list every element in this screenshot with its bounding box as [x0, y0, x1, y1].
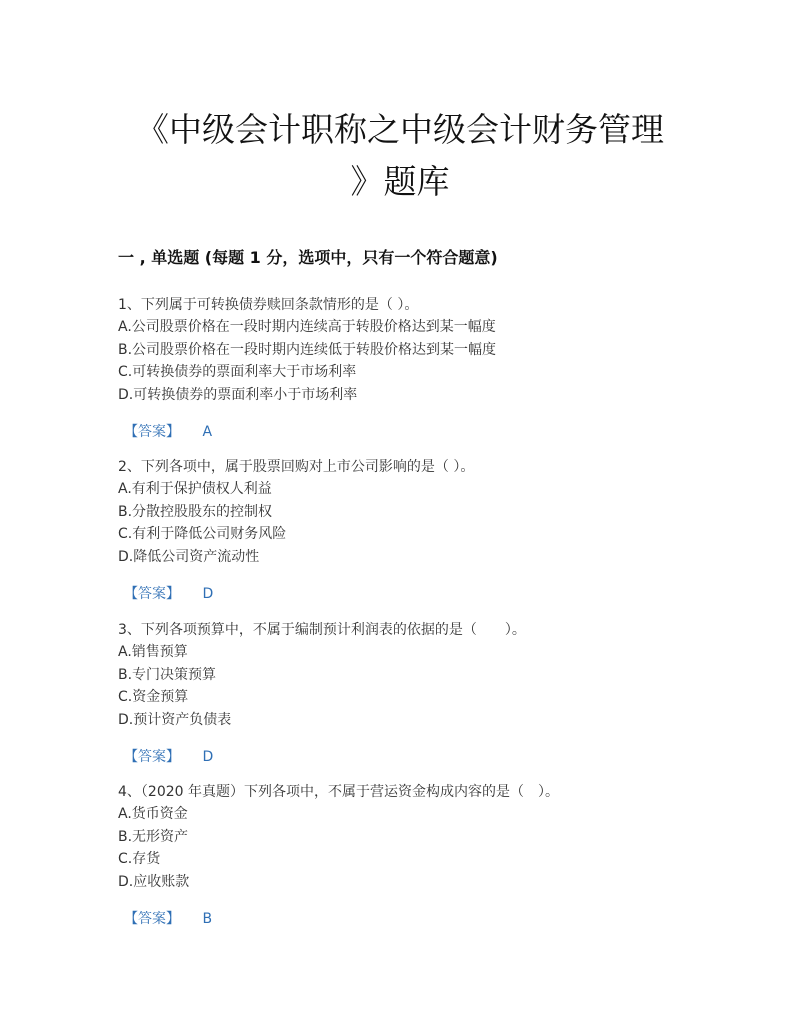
option-c: C.存货 — [118, 851, 161, 868]
option-d: D.应收账款 — [118, 873, 190, 890]
document-title-line-2: 》题库 — [350, 162, 450, 201]
answer-label: 【答案】 — [124, 586, 180, 603]
question-stem: 4、（2020 年真题）下列各项中，不属于营运资金构成内容的是（ ）。 — [118, 784, 559, 800]
option-a: A.有利于保护债权人利益 — [118, 481, 272, 498]
answer-value: D — [202, 586, 214, 603]
option-a: A.公司股票价格在一段时期内连续高于转股价格达到某一幅度 — [118, 319, 496, 336]
answer-row — [118, 583, 718, 605]
option-b: B.无形资产 — [118, 828, 189, 845]
answer-label: 【答案】 — [124, 911, 180, 928]
option-c: C.资金预算 — [118, 689, 189, 706]
answer-value: D — [202, 749, 214, 766]
option-c: C.可转换债券的票面利率大于市场利率 — [118, 364, 357, 381]
answer-row — [118, 421, 718, 443]
document-title — [100, 104, 700, 208]
answer-value: A — [202, 424, 213, 441]
document-title-line-1: 《中级会计职称之中级会计财务管理 — [136, 110, 664, 149]
option-b: B.公司股票价格在一段时期内连续低于转股价格达到某一幅度 — [118, 341, 497, 358]
answer-label: 【答案】 — [124, 424, 180, 441]
question-2 — [118, 456, 718, 605]
question-stem: 3、下列各项预算中，不属于编制预计利润表的依据的是（ ）。 — [118, 622, 526, 638]
option-b: B.分散控股股东的控制权 — [118, 503, 273, 520]
question-stem: 2、下列各项中，属于股票回购对上市公司影响的是（ ）。 — [118, 459, 475, 475]
answer-row — [118, 746, 718, 768]
answer-row — [118, 908, 718, 930]
option-a: A.销售预算 — [118, 644, 188, 661]
answer-label: 【答案】 — [124, 749, 180, 766]
question-3 — [118, 619, 718, 768]
option-c: C.有利于降低公司财务风险 — [118, 526, 287, 543]
question-1 — [118, 294, 718, 443]
question-stem: 1、下列属于可转换债券赎回条款情形的是（ ）。 — [118, 297, 419, 313]
option-b: B.专门决策预算 — [118, 666, 217, 683]
question-4 — [118, 781, 718, 930]
option-d: D.可转换债券的票面利率小于市场利率 — [118, 386, 358, 403]
section-heading: 一 , 单选题 (每题 1 分，选项中，只有一个符合题意) — [118, 248, 498, 267]
answer-value: B — [202, 911, 213, 928]
option-d: D.降低公司资产流动性 — [118, 548, 260, 565]
option-d: D.预计资产负债表 — [118, 711, 232, 728]
option-a: A.货币资金 — [118, 806, 188, 823]
